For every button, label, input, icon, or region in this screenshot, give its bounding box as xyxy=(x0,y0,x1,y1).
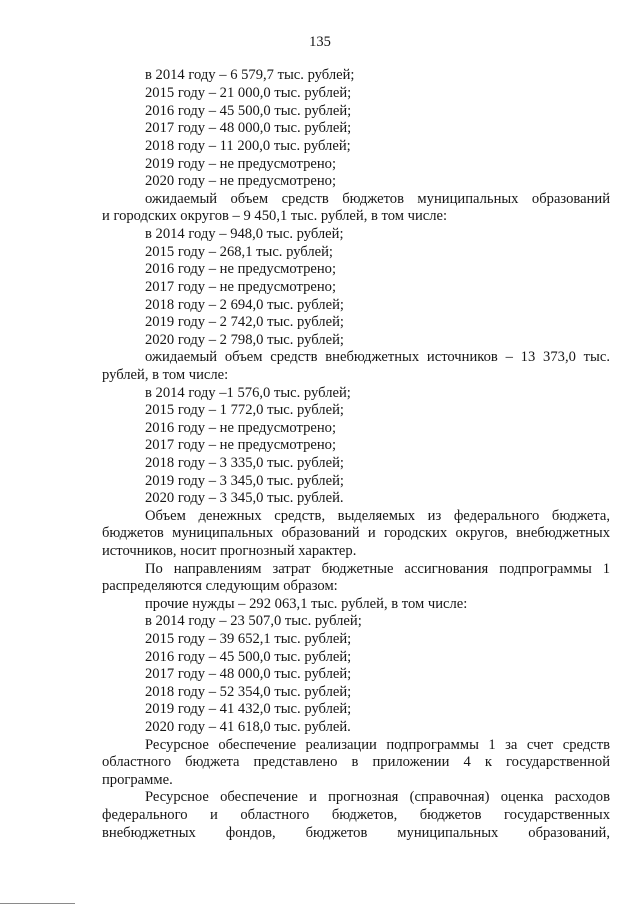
text-line: 2015 году – 268,1 тыс. рублей; xyxy=(145,244,333,260)
text-line: источников, носит прогнозный характер. xyxy=(102,543,357,559)
text-line: 2019 году – 2 742,0 тыс. рублей; xyxy=(145,314,344,330)
text-line: 2016 году – 45 500,0 тыс. рублей; xyxy=(145,649,352,665)
text-line: ожидаемый объем средств внебюджетных источников – 13 373,0 тыс. xyxy=(145,349,610,365)
text-line: в 2014 году – 6 579,7 тыс. рублей; xyxy=(145,67,355,83)
text-line: 2018 году – 2 694,0 тыс. рублей; xyxy=(145,297,344,313)
text-line: 2019 году – 41 432,0 тыс. рублей; xyxy=(145,701,352,717)
text-line: 2015 году – 39 652,1 тыс. рублей; xyxy=(145,631,352,647)
text-line: 2018 году – 52 354,0 тыс. рублей; xyxy=(145,684,352,700)
text-line: в 2014 году – 948,0 тыс. рублей; xyxy=(145,226,344,242)
text-line: бюджетов муниципальных образований и городских округов, внебюджетных xyxy=(102,525,610,541)
text-line: 2017 году – не предусмотрено; xyxy=(145,437,337,453)
text-line: 2015 году – 1 772,0 тыс. рублей; xyxy=(145,402,344,418)
text-line: 2019 году – не предусмотрено; xyxy=(145,156,337,172)
text-line: 2017 году – 48 000,0 тыс. рублей; xyxy=(145,666,352,682)
text-line: 2018 году – 3 335,0 тыс. рублей; xyxy=(145,455,344,471)
text-line: 2020 году – не предусмотрено; xyxy=(145,173,337,189)
text-line: программе. xyxy=(102,772,173,788)
text-line: областного бюджета представлено в приложении 4 к государственной xyxy=(102,754,610,770)
text-line: 2017 году – 48 000,0 тыс. рублей; xyxy=(145,120,352,136)
page-number: 135 xyxy=(309,34,331,50)
text-line: 2018 году – 11 200,0 тыс. рублей; xyxy=(145,138,351,154)
text-line: 2017 году – не предусмотрено; xyxy=(145,279,337,295)
text-line: 2020 году – 3 345,0 тыс. рублей. xyxy=(145,490,344,506)
text-line: прочие нужды – 292 063,1 тыс. рублей, в том числе: xyxy=(145,596,468,612)
text-line: федерального и областного бюджетов, бюджетов государственных xyxy=(102,807,610,823)
text-line: 2016 году – 45 500,0 тыс. рублей; xyxy=(145,103,352,119)
text-line: и городских округов – 9 450,1 тыс. рублей, в том числе: xyxy=(102,208,448,224)
text-line: 2019 году – 3 345,0 тыс. рублей; xyxy=(145,473,344,489)
text-line: 2015 году – 21 000,0 тыс. рублей; xyxy=(145,85,352,101)
text-line: 2020 году – 2 798,0 тыс. рублей; xyxy=(145,332,344,348)
text-line: в 2014 году – 23 507,0 тыс. рублей; xyxy=(145,613,362,629)
text-line: Ресурсное обеспечение реализации подпрограммы 1 за счет средств xyxy=(145,737,610,753)
text-line: Объем денежных средств, выделяемых из федерального бюджета, xyxy=(145,508,610,524)
text-line: ожидаемый объем средств бюджетов муниципальных образований xyxy=(145,191,610,207)
text-line: рублей, в том числе: xyxy=(102,367,229,383)
scan-edge-line xyxy=(0,903,75,904)
text-line: распределяются следующим образом: xyxy=(102,578,338,594)
text-line: По направлениям затрат бюджетные ассигнования подпрограммы 1 xyxy=(145,561,610,577)
text-line: 2016 году – не предусмотрено; xyxy=(145,420,337,436)
text-line: 2016 году – не предусмотрено; xyxy=(145,261,337,277)
text-line: 2020 году – 41 618,0 тыс. рублей. xyxy=(145,719,351,735)
text-line: Ресурсное обеспечение и прогнозная (справочная) оценка расходов xyxy=(145,789,610,805)
text-line: внебюджетных фондов, бюджетов муниципальных образований, xyxy=(102,825,610,841)
text-line: в 2014 году –1 576,0 тыс. рублей; xyxy=(145,385,351,401)
